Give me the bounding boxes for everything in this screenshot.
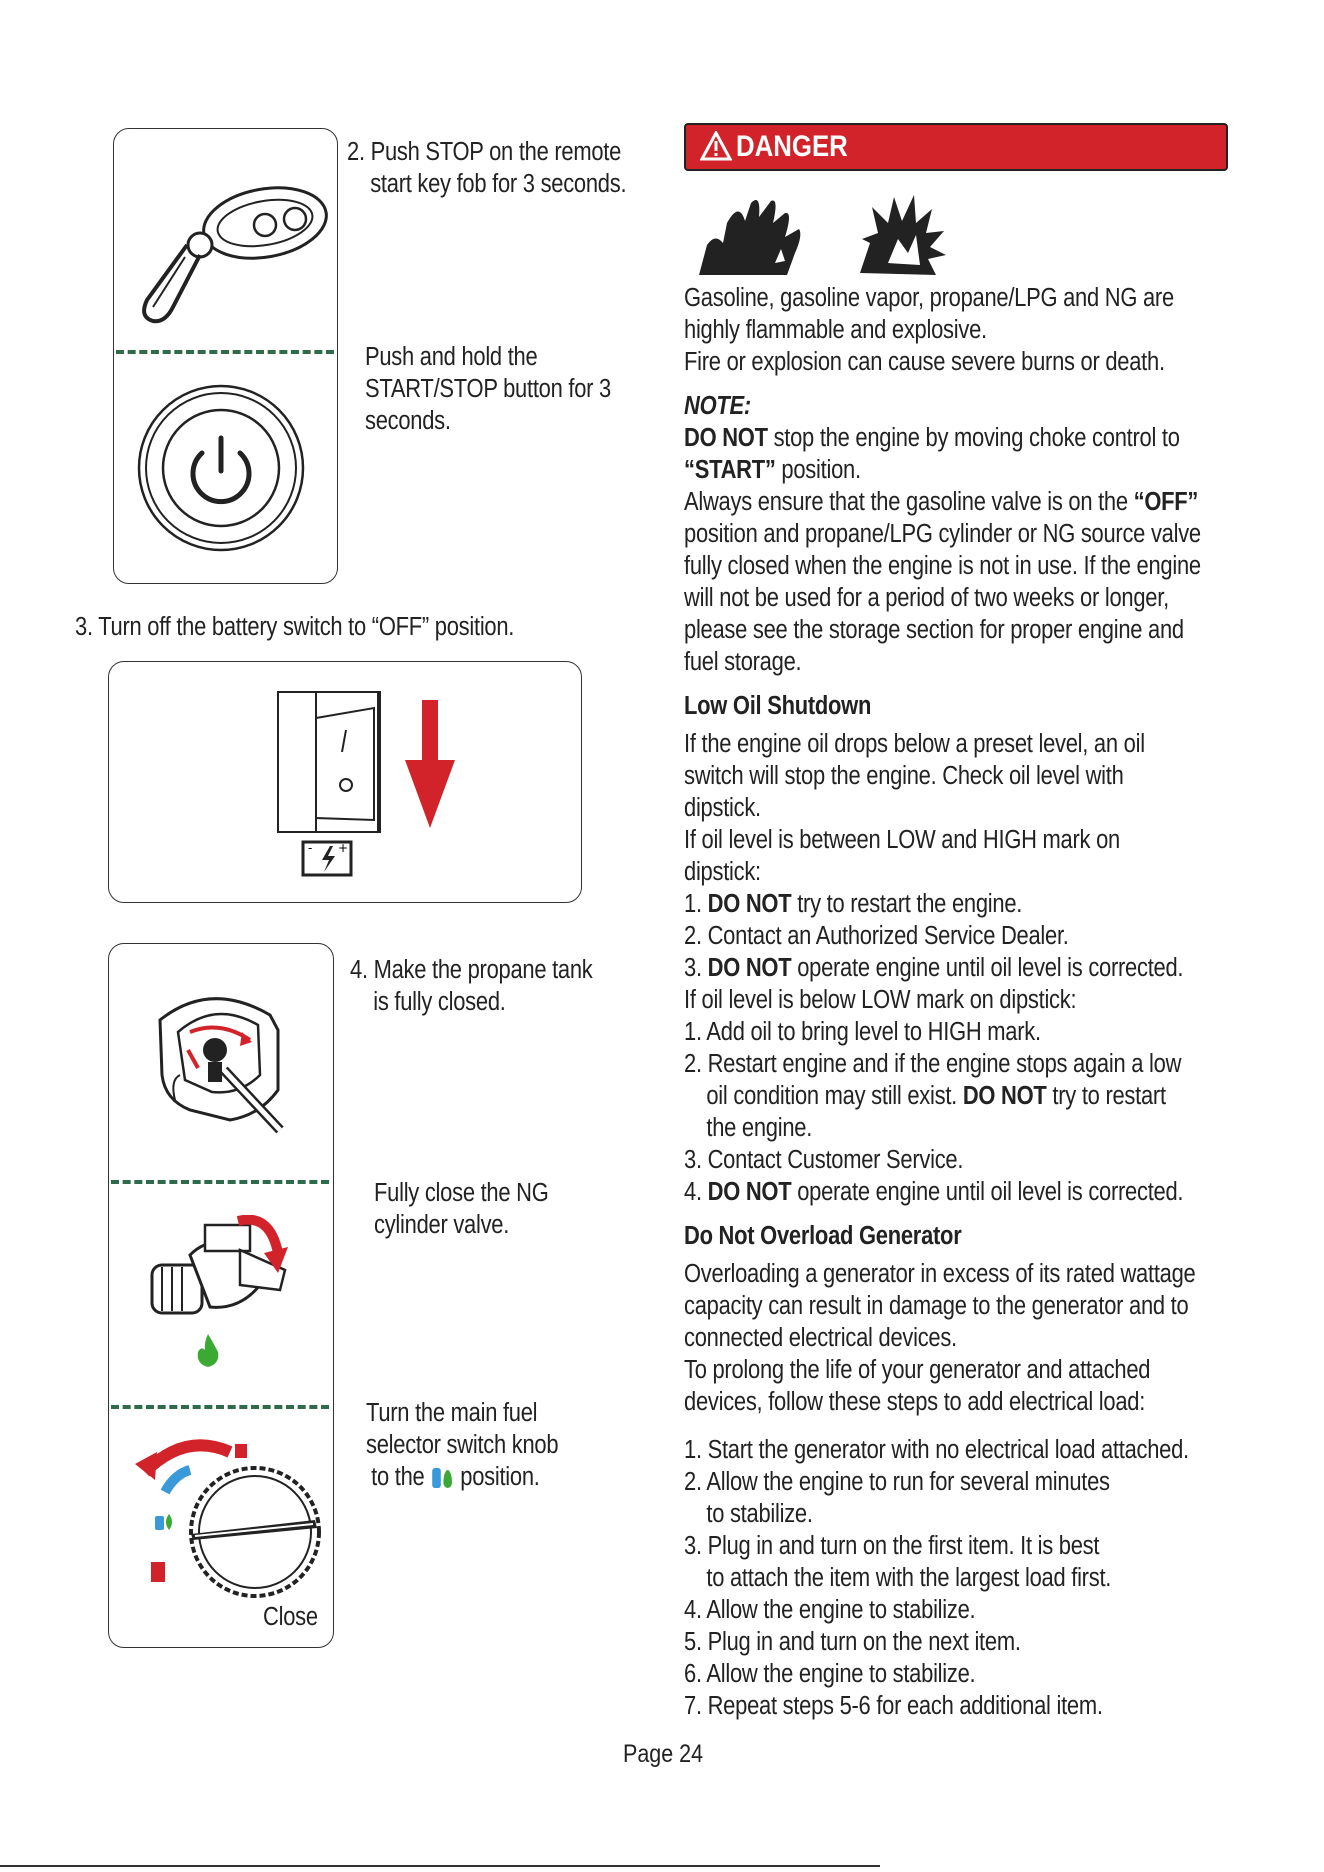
fuel-selector-knob-illustration <box>135 1432 325 1612</box>
overload-step: 6. Allow the engine to stabilize. <box>684 1660 976 1688</box>
divider-dash <box>111 1405 329 1409</box>
overload-heading: Do Not Overload Generator <box>684 1222 962 1250</box>
danger-text-line: Fire or explosion can cause severe burns or death. <box>684 348 1165 376</box>
divider-dash <box>116 350 334 354</box>
propane-tank-valve-illustration <box>150 980 290 1140</box>
low-oil-line: 1. DO NOT try to restart the engine. <box>684 890 1023 918</box>
step2-hold-text: Push and hold the START/STOP button for 3 seconds. <box>365 343 611 435</box>
key-fob-illustration <box>125 175 335 325</box>
step4-ng-text: Fully close the NG cylinder valve. <box>374 1179 549 1239</box>
svg-text:+: + <box>338 841 349 855</box>
note-line: fully closed when the engine is not in use. If the engine <box>684 552 1201 580</box>
danger-banner <box>684 123 1228 171</box>
fire-icon <box>695 193 807 277</box>
power-button-icon <box>136 383 306 553</box>
note-line: fuel storage. <box>684 648 802 676</box>
low-oil-line: 4. DO NOT operate engine until oil level is corrected. <box>684 1178 1184 1206</box>
overload-step: 4. Allow the engine to stabilize. <box>684 1596 976 1624</box>
warning-triangle-icon <box>700 131 732 161</box>
low-oil-line: dipstick. <box>684 794 761 822</box>
note-line: position and propane/LPG cylinder or NG source valve <box>684 520 1201 548</box>
divider-dash <box>111 1180 329 1184</box>
explosion-icon <box>858 193 948 277</box>
overload-line: devices, follow these steps to add electrical load: <box>684 1388 1146 1416</box>
flame-icon <box>196 1334 220 1368</box>
battery-icon <box>300 836 355 878</box>
danger-text-line: highly flammable and explosive. <box>684 316 987 344</box>
note-line: DO NOT stop the engine by moving choke control to <box>684 424 1180 452</box>
low-oil-line: the engine. <box>706 1114 813 1142</box>
overload-line: capacity can result in damage to the generator and to <box>684 1292 1189 1320</box>
close-label: Close <box>263 1603 318 1631</box>
low-oil-line: If the engine oil drops below a preset level, an oil <box>684 730 1145 758</box>
step4-selector-text: Turn the main fuel selector switch knob to the position. <box>366 1399 559 1491</box>
page-number: Page 24 <box>623 1740 704 1768</box>
overload-line: connected electrical devices. <box>684 1324 957 1352</box>
low-oil-line: If oil level is between LOW and HIGH mark on <box>684 826 1120 854</box>
low-oil-line: 2. Restart engine and if the engine stops again a low <box>684 1050 1182 1078</box>
note-heading: NOTE: <box>684 392 751 420</box>
tank-flame-icon <box>430 1466 454 1490</box>
overload-step: 3. Plug in and turn on the first item. It is best to attach the item with the largest load first. <box>684 1532 1112 1592</box>
low-oil-heading: Low Oil Shutdown <box>684 692 872 720</box>
overload-step: 2. Allow the engine to run for several minutes to stabilize. <box>684 1468 1110 1528</box>
low-oil-line: 3. Contact Customer Service. <box>684 1146 964 1174</box>
note-line: Always ensure that the gasoline valve is on the “OFF” <box>684 488 1199 516</box>
note-line: please see the storage section for proper engine and <box>684 616 1184 644</box>
overload-step: 1. Start the generator with no electrical load attached. <box>684 1436 1189 1464</box>
step4-text: 4. Make the propane tank is fully closed. <box>350 956 593 1016</box>
right-column <box>684 282 1244 1722</box>
svg-text:-: - <box>308 841 313 855</box>
low-oil-line: 1. Add oil to bring level to HIGH mark. <box>684 1018 1041 1046</box>
overload-step: 5. Plug in and turn on the next item. <box>684 1628 1021 1656</box>
note-line: will not be used for a period of two weeks or longer, <box>684 584 1169 612</box>
note-line: “START” position. <box>684 456 861 484</box>
overload-step: 7. Repeat steps 5-6 for each additional item. <box>684 1692 1103 1720</box>
low-oil-line: switch will stop the engine. Check oil level with <box>684 762 1124 790</box>
footer-rule <box>0 1865 880 1867</box>
low-oil-line: dipstick: <box>684 858 761 886</box>
step2-text: 2. Push STOP on the remote start key fob for 3 seconds. <box>347 138 627 198</box>
danger-label: DANGER <box>736 130 848 163</box>
danger-text-line: Gasoline, gasoline vapor, propane/LPG and NG are <box>684 284 1174 312</box>
overload-line: Overloading a generator in excess of its rated wattage <box>684 1260 1196 1288</box>
step3-text: 3. Turn off the battery switch to “OFF” position. <box>75 613 515 641</box>
low-oil-line: 2. Contact an Authorized Service Dealer. <box>684 922 1069 950</box>
down-arrow-icon <box>403 700 457 830</box>
low-oil-line: oil condition may still exist. DO NOT try to restart <box>706 1082 1166 1110</box>
low-oil-line: 3. DO NOT operate engine until oil level is corrected. <box>684 954 1184 982</box>
low-oil-line: If oil level is below LOW mark on dipstick: <box>684 986 1077 1014</box>
overload-line: To prolong the life of your generator and attached <box>684 1356 1151 1384</box>
ng-valve-illustration <box>150 1215 290 1335</box>
